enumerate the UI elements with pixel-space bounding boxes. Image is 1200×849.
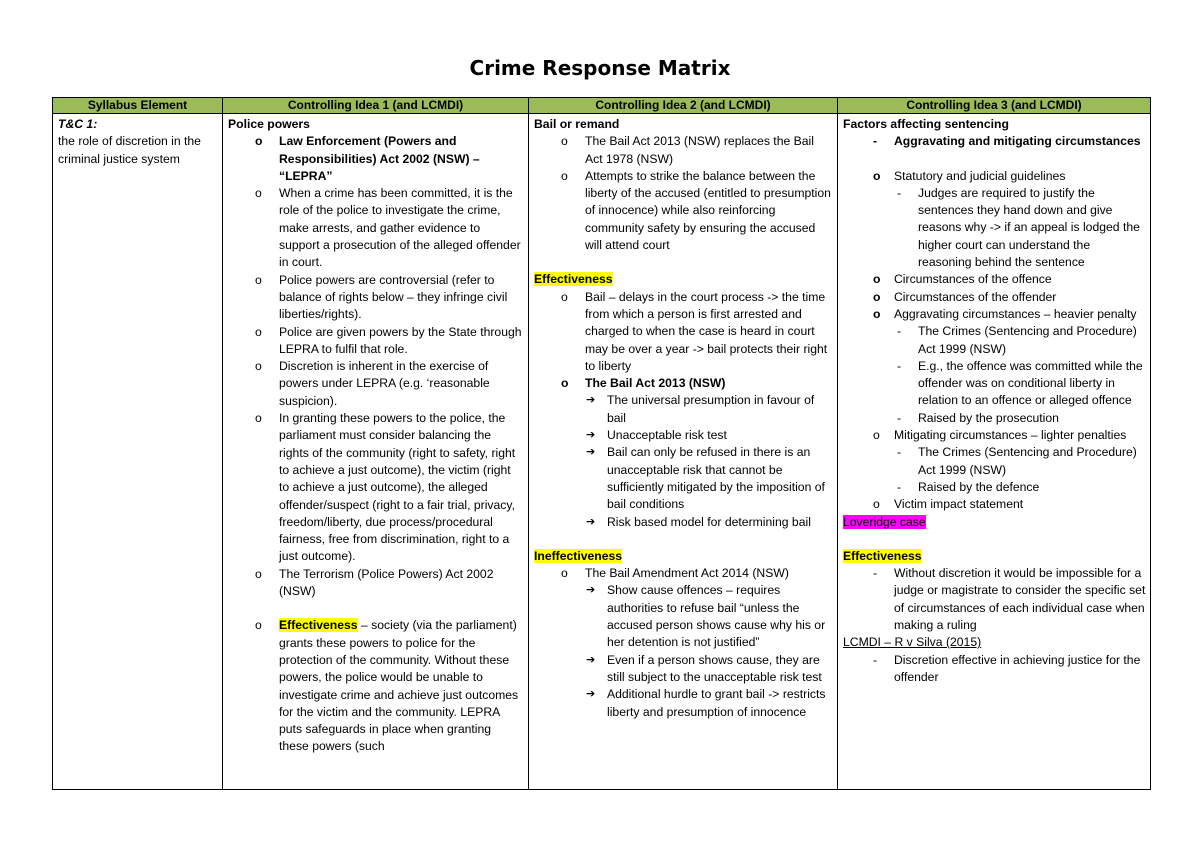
list-item: ➔ Even if a person shows cause, they are still subject to the unacceptable risk test: [586, 652, 822, 684]
arrow-icon: ➔: [586, 446, 596, 459]
dash-icon: -: [897, 410, 902, 425]
syllabus-element-cell: [53, 114, 223, 790]
header-controlling-idea-1: Controlling Idea 1 (and LCMDI): [223, 98, 529, 114]
controlling-idea-1-cell: [223, 114, 529, 790]
bullet-icon: o: [255, 324, 262, 339]
list-item: o Circumstances of the offence: [843, 271, 1146, 288]
list-item: ➔ The universal presumption in favour of bail: [586, 393, 815, 425]
list-item: ➔ Unacceptable risk test: [534, 427, 833, 444]
bullet-icon: o: [255, 566, 262, 581]
table-header-row: [53, 98, 1151, 114]
list-item: o Circumstances of the offender: [843, 289, 1146, 306]
crime-response-matrix-table: [52, 97, 1151, 790]
dash-icon: -: [897, 445, 902, 460]
loveridge-case-label: Loveridge case: [843, 514, 926, 529]
bullet-icon: o: [873, 428, 880, 443]
arrow-icon: ➔: [586, 429, 596, 442]
syllabus-tag: T&C 1:: [58, 117, 98, 131]
dash-icon: -: [873, 566, 878, 581]
list-item: o In granting these powers to the police, the parliament must consider balancing the rights of the community (right to safety, right to achieve a just outcome), the victim (right to achieve a just outcome), the alleged offender/suspect (right to a fair trial, privacy, freedom/liberty, due process/procedural fairness, free from discrimination, right to a just outcome).: [255, 411, 516, 564]
list-item: o Law Enforcement (Powers and Responsibilities) Act 2002 (NSW) – “LEPRA”: [255, 134, 480, 183]
bullet-icon: o: [873, 289, 881, 304]
list-item: o Bail – delays in the court process -> the time from which a person is first arrested and charged to when the case is heard in court may be over a year -> bail protects their right to liberty: [561, 289, 828, 373]
bullet-icon: o: [255, 186, 262, 201]
list-item: o Police are given powers by the State through LEPRA to fulfil that role.: [255, 324, 522, 356]
bullet-icon: o: [255, 272, 262, 287]
arrow-icon: ➔: [586, 394, 596, 407]
list-item: - Aggravating and mitigating circumstances: [843, 133, 1146, 150]
bullet-icon: o: [873, 306, 881, 321]
list-item: ➔ Show cause offences – requires authorities to refuse bail “unless the accused person shows cause why his or her detention is not justified”: [586, 583, 826, 650]
list-item: - The Crimes (Sentencing and Procedure) Act 1999 (NSW): [897, 445, 1137, 477]
header-controlling-idea-2: Controlling Idea 2 (and LCMDI): [529, 98, 838, 114]
list-item: - E.g., the offence was committed while the offender was on conditional liberty in relation to an offence or alleged offence: [897, 358, 1143, 408]
effectiveness-label: Effectiveness: [843, 548, 922, 563]
bullet-icon: o: [255, 618, 262, 633]
table-row: [53, 114, 1151, 790]
list-item: - Raised by the defence: [843, 479, 1146, 496]
list-item: o Statutory and judicial guidelines: [843, 168, 1146, 185]
bullet-icon: o: [561, 289, 568, 304]
list-item: o The Bail Act 2013 (NSW): [534, 375, 833, 392]
dash-icon: -: [897, 479, 902, 494]
list-item: o Mitigating circumstances – lighter penalties: [843, 427, 1146, 444]
controlling-idea-2-cell: [529, 114, 838, 790]
list-item: - The Crimes (Sentencing and Procedure) Act 1999 (NSW): [897, 324, 1137, 356]
dash-icon: -: [897, 358, 902, 373]
page-title: Crime Response Matrix: [469, 56, 731, 80]
bullet-icon: o: [561, 134, 568, 149]
dash-icon: -: [873, 134, 878, 149]
dash-icon: -: [897, 324, 902, 339]
bullet-icon: o: [255, 359, 262, 374]
bullet-icon: o: [561, 168, 568, 183]
list-item: o Police powers are controversial (refer to balance of rights below – they infringe civil liberties/rights).: [255, 272, 508, 322]
list-item: o Attempts to strike the balance between the liberty of the accused (entitled to presumption of innocence) while also reinforcing community safety by ensuring the accused will attend court: [561, 168, 831, 253]
bullet-icon: o: [255, 134, 263, 149]
sentencing-heading: Factors affecting sentencing: [843, 117, 1009, 131]
list-item: o Discretion is inherent in the exercise of powers under LEPRA (e.g. ‘reasonable suspicion).: [255, 359, 490, 408]
list-item: ➔ Risk based model for determining bail: [534, 514, 833, 531]
list-item: o Effectiveness – society (via the parliament) grants these powers to police for the protection of the community. Without these powers, the police would be unable to investigate crime and achieve just outcomes for the victim and the community. LEPRA puts safeguards in place when granting these powers (such: [255, 618, 519, 754]
bullet-icon: o: [873, 497, 880, 512]
effectiveness-label: Effectiveness: [534, 272, 613, 287]
bullet-icon: o: [255, 411, 262, 426]
list-item: ➔ Bail can only be refused in there is an unacceptable risk that cannot be sufficiently mitigated by the imposition of bail conditions: [586, 445, 825, 512]
bullet-icon: o: [873, 272, 881, 287]
list-item: - Raised by the prosecution: [843, 410, 1146, 427]
list-item: o The Bail Amendment Act 2014 (NSW): [534, 565, 833, 582]
list-item: o When a crime has been committed, it is the role of the police to investigate the crime, make arrests, and gather evidence to support a prosecution of the alleged offender in court.: [255, 186, 521, 270]
list-item: - Discretion effective in achieving justice for the offender: [873, 652, 1141, 684]
lcmdi-case-heading: LCMDI – R v Silva (2015): [843, 635, 982, 650]
ineffectiveness-label: Ineffectiveness: [534, 548, 623, 563]
list-item: ➔ Additional hurdle to grant bail -> restricts liberty and presumption of innocence: [586, 687, 826, 719]
list-item: - Without discretion it would be impossible for a judge or magistrate to consider the specific set of circumstances of each individual case when making a ruling: [873, 566, 1146, 633]
effectiveness-label: Effectiveness: [279, 618, 358, 633]
bullet-icon: o: [561, 566, 568, 581]
bail-heading: Bail or remand: [534, 117, 620, 131]
arrow-icon: ➔: [586, 653, 596, 666]
list-item: o The Bail Act 2013 (NSW) replaces the Bail Act 1978 (NSW): [561, 134, 814, 166]
header-controlling-idea-3: Controlling Idea 3 (and LCMDI): [838, 98, 1151, 114]
arrow-icon: ➔: [586, 688, 596, 701]
bullet-icon: o: [561, 376, 569, 391]
dash-icon: -: [897, 185, 902, 200]
list-item: o The Terrorism (Police Powers) Act 2002 (NSW): [255, 566, 494, 599]
dash-icon: -: [873, 652, 878, 667]
list-item: - Judges are required to justify the sentences they hand down and give reasons why -> if an appeal is lodged the higher court can understand the reasoning behind the sentence: [897, 185, 1140, 270]
list-item: o Victim impact statement: [843, 496, 1146, 513]
controlling-idea-3-cell: [838, 114, 1151, 790]
list-item: o Aggravating circumstances – heavier penalty: [843, 306, 1146, 323]
header-syllabus-element: Syllabus Element: [53, 98, 223, 114]
arrow-icon: ➔: [586, 515, 596, 528]
police-powers-heading: Police powers: [228, 117, 310, 131]
arrow-icon: ➔: [586, 584, 596, 597]
syllabus-text: the role of discretion in the criminal justice system: [58, 134, 201, 166]
bullet-icon: o: [873, 168, 881, 183]
